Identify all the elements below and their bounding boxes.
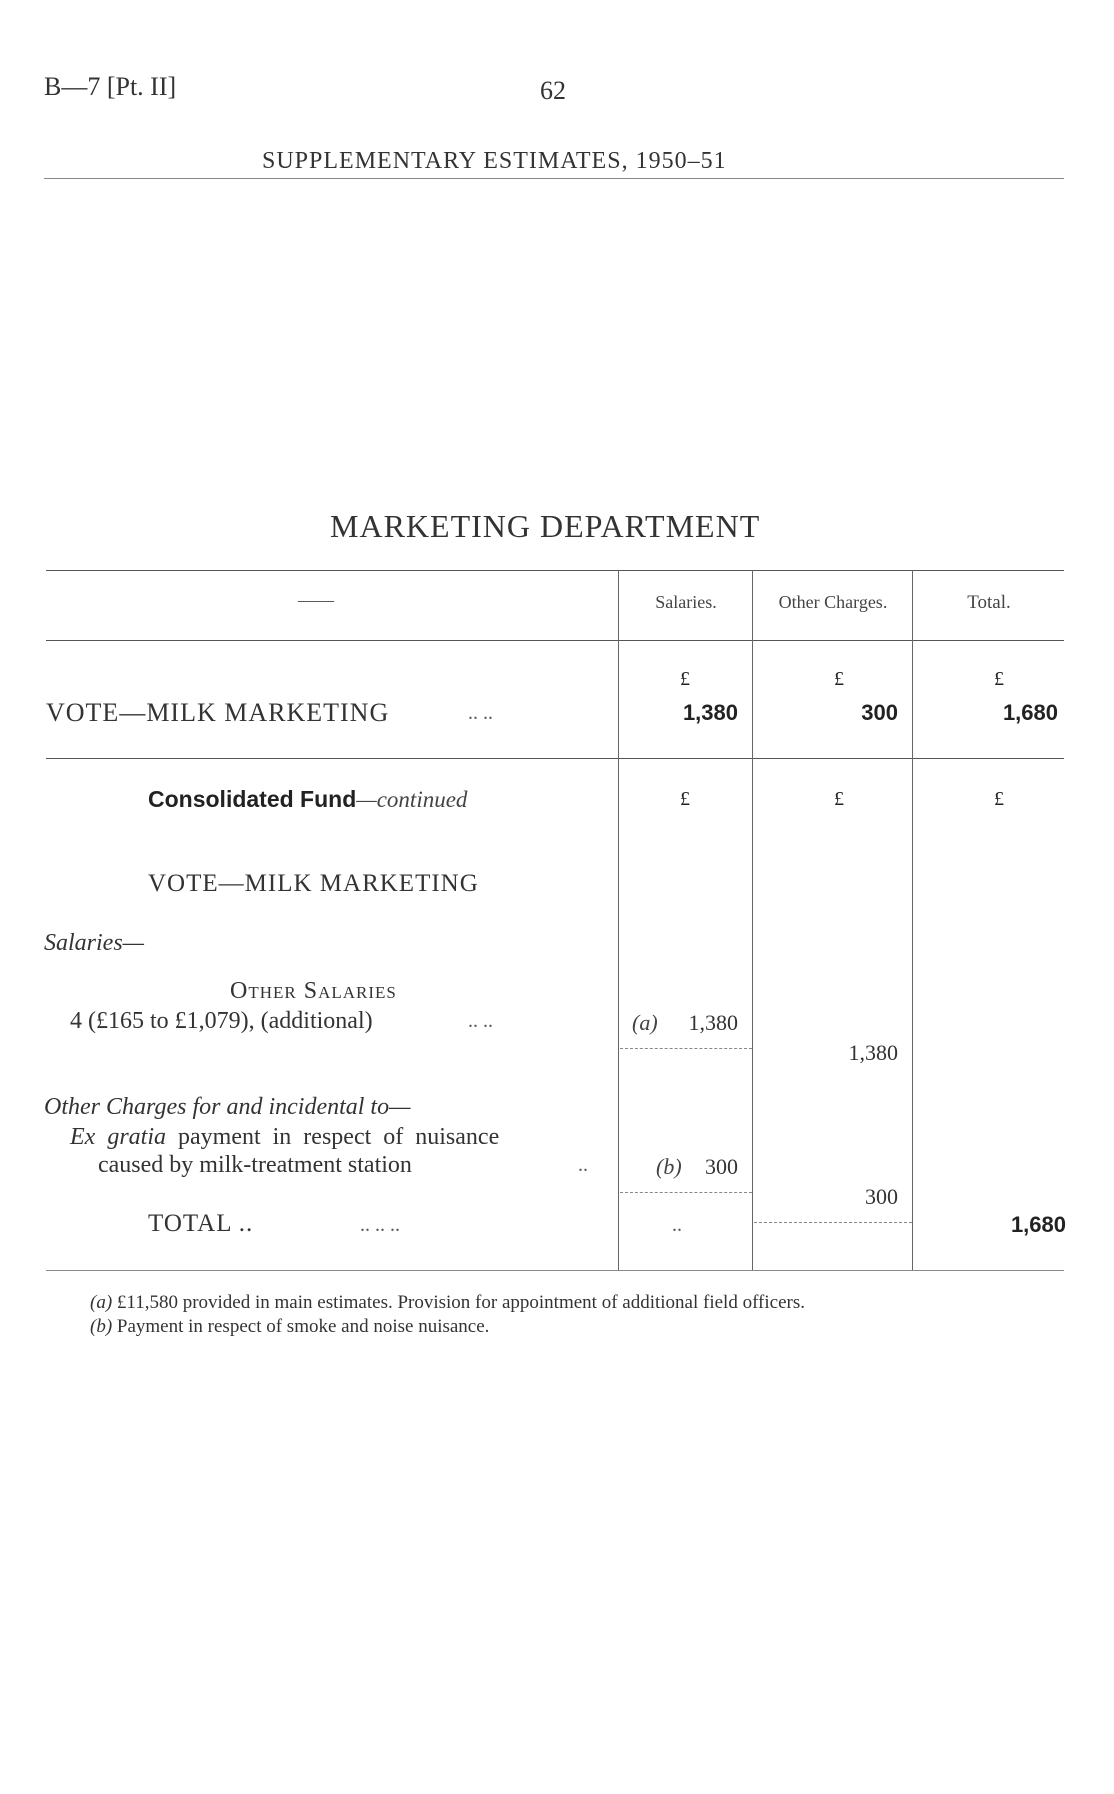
summary-currency-other: £ xyxy=(834,668,844,690)
total-amount: 1,680 xyxy=(1010,1212,1066,1237)
footnote-a xyxy=(90,1292,805,1314)
column-header-other-charges: Other Charges. xyxy=(778,592,888,612)
other-charges-ex-gratia: Ex gratia xyxy=(70,1124,166,1150)
other-salaries-subtotal: 1,380 xyxy=(848,1040,898,1065)
other-charges-leaders: .. xyxy=(578,1154,588,1176)
fund-label-italic: —continued xyxy=(356,787,468,812)
footnote-a-mark: (a) xyxy=(90,1292,113,1313)
column-header-salaries: Salaries. xyxy=(655,592,717,612)
other-charges-amount: 300 xyxy=(705,1154,738,1179)
table-bottom-rule xyxy=(46,1270,1064,1271)
department-title: MARKETING DEPARTMENT xyxy=(330,508,761,544)
summary-currency-total: £ xyxy=(994,668,1004,690)
total-salaries-leaders: .. xyxy=(672,1214,682,1236)
summary-currency-salaries: £ xyxy=(680,668,690,690)
other-charges-line1-rest: payment in respect of nuisance xyxy=(178,1124,500,1150)
summary-total: 1,680 xyxy=(1002,700,1058,725)
other-salaries-heading: Other Salaries xyxy=(230,978,397,1004)
salaries-heading: Salaries— xyxy=(44,930,145,956)
page-ref: B—7 [Pt. II] xyxy=(44,72,177,101)
fund-label xyxy=(148,786,467,813)
column-header-label: —— xyxy=(298,590,334,610)
total-leaders: .. .. .. xyxy=(360,1214,400,1236)
other-salaries-line: 4 (£165 to £1,079), (additional) xyxy=(70,1008,373,1034)
other-charges-subtotal: 300 xyxy=(865,1184,898,1209)
other-charges-amount-rule xyxy=(620,1192,752,1193)
summary-other-charges: 300 xyxy=(861,700,898,725)
fund-currency-other: £ xyxy=(834,788,844,810)
other-charges-line2: caused by milk-treatment station xyxy=(98,1152,412,1178)
footnote-a-text: £11,580 provided in main estimates. Provision for appointment of additional field officers. xyxy=(116,1292,805,1313)
footnote-b xyxy=(90,1316,489,1338)
fund-currency-total: £ xyxy=(994,788,1004,810)
column-divider-2 xyxy=(752,570,753,1270)
total-label: TOTAL .. xyxy=(148,1210,254,1237)
summary-salaries: 1,380 xyxy=(682,700,738,725)
other-charges-line1 xyxy=(70,1124,499,1151)
summary-leaders: .. .. xyxy=(468,702,493,724)
column-header-total: Total. xyxy=(967,592,1011,613)
footnote-b-text: Payment in respect of smoke and noise nuisance. xyxy=(116,1316,490,1337)
header-rule xyxy=(44,178,1064,179)
other-charges-subtotal-rule xyxy=(754,1222,912,1223)
other-salaries-leaders: .. .. xyxy=(468,1010,493,1032)
page-number: 62 xyxy=(540,76,566,105)
footnote-b-mark: (b) xyxy=(90,1316,113,1337)
running-title: SUPPLEMENTARY ESTIMATES, 1950–51 xyxy=(262,148,727,174)
other-charges-note-ref: (b) xyxy=(656,1154,682,1179)
other-salaries-amount-rule xyxy=(620,1048,752,1049)
summary-vote-label: VOTE—MILK MARKETING xyxy=(46,698,390,727)
vote-heading: VOTE—MILK MARKETING xyxy=(148,870,479,897)
other-charges-heading: Other Charges for and incidental to— xyxy=(44,1094,411,1120)
other-salaries-note-ref: (a) xyxy=(632,1010,658,1035)
column-divider-1 xyxy=(618,570,619,1270)
fund-currency-salaries: £ xyxy=(680,788,690,810)
fund-label-bold: Consolidated Fund xyxy=(148,786,357,812)
column-divider-3 xyxy=(912,570,913,1270)
other-salaries-amount: 1,380 xyxy=(688,1010,738,1035)
